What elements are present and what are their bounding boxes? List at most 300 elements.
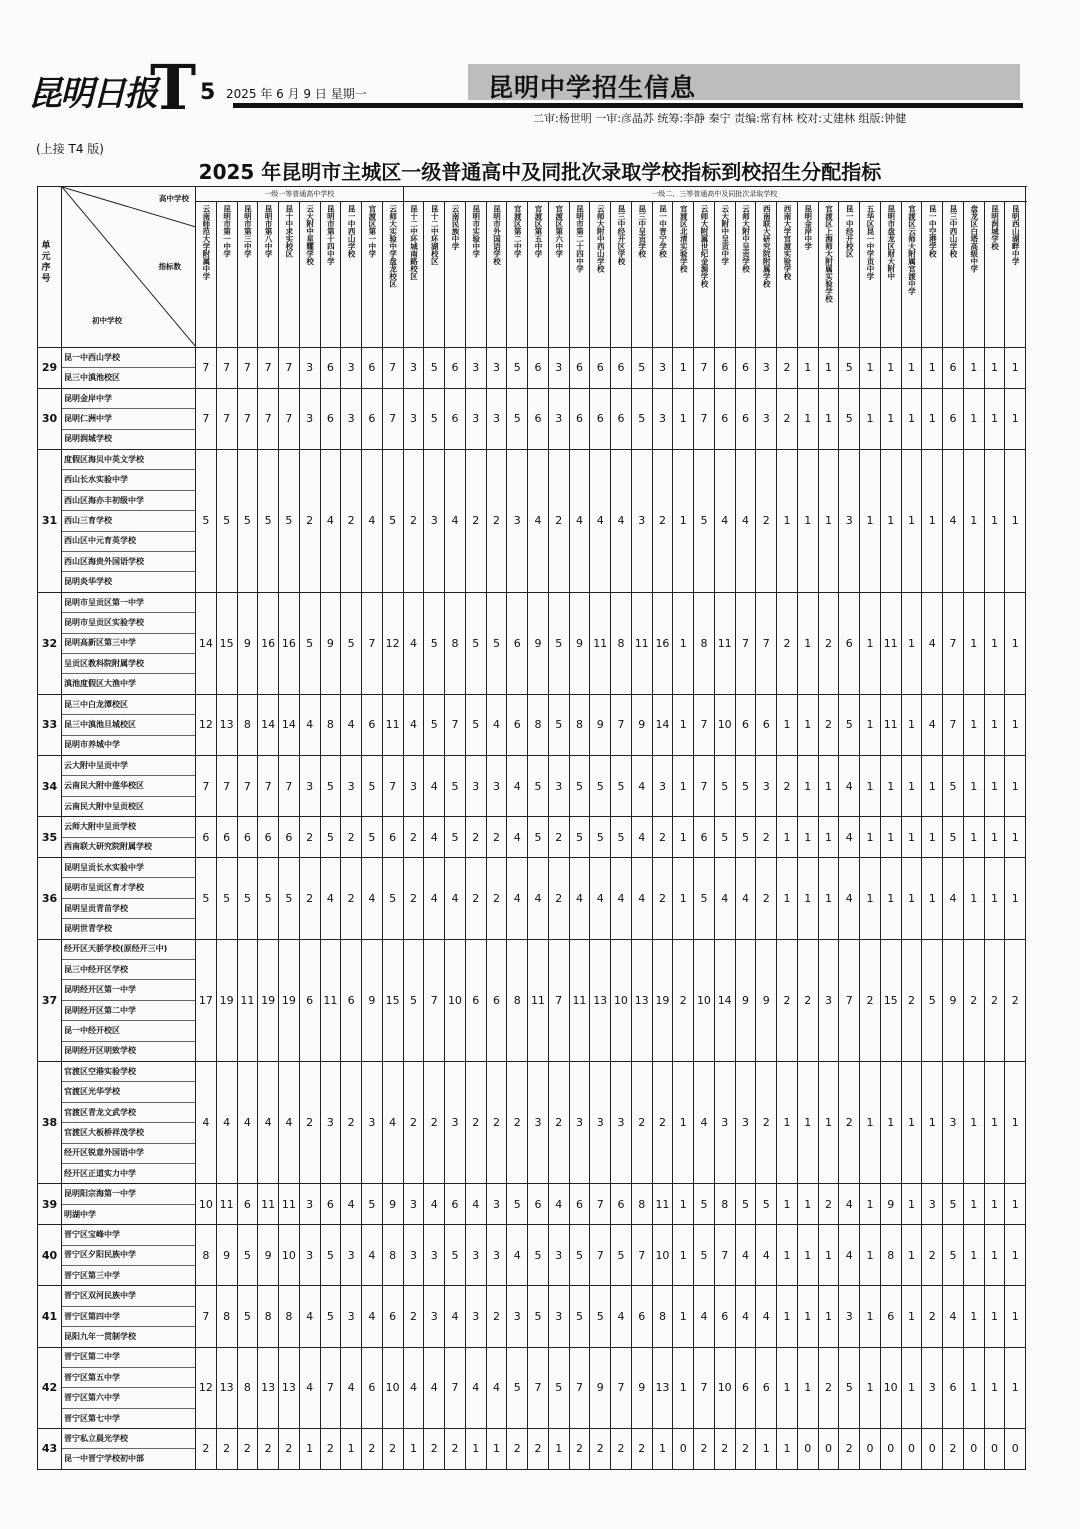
quota-cell: 4 bbox=[424, 1184, 445, 1225]
quota-cell: 10 bbox=[714, 694, 735, 755]
quota-cell: 4 bbox=[424, 755, 445, 816]
high-school-name: 昆明市第一中学 bbox=[222, 205, 232, 258]
quota-cell: 3 bbox=[486, 1184, 507, 1225]
junior-school-name: 晋宁区第四中学 bbox=[62, 1307, 195, 1327]
quota-cell: 5 bbox=[943, 755, 964, 816]
quota-cell: 19 bbox=[258, 939, 279, 1061]
quota-cell: 4 bbox=[631, 755, 652, 816]
quota-cell: 1 bbox=[797, 1347, 818, 1429]
quota-cell: 5 bbox=[216, 857, 237, 939]
quota-cell: 11 bbox=[590, 592, 611, 694]
quota-cell: 3 bbox=[465, 755, 486, 816]
high-school-name: 云南师范大学附属中学 bbox=[201, 205, 211, 280]
quota-cell: 2 bbox=[984, 939, 1005, 1061]
high-school-name: 昆明润城学校 bbox=[990, 205, 1000, 250]
quota-cell: 6 bbox=[528, 388, 549, 449]
quota-cell: 1 bbox=[777, 1184, 798, 1225]
quota-cell: 8 bbox=[880, 1225, 901, 1286]
quota-cell: 6 bbox=[943, 348, 964, 389]
high-school-name: 昆一中空港学校 bbox=[928, 205, 938, 258]
quota-cell: 5 bbox=[237, 857, 258, 939]
junior-school-name: 昆明市养城中学 bbox=[64, 740, 120, 750]
quota-cell: 1 bbox=[818, 755, 839, 816]
quota-cell: 4 bbox=[362, 449, 383, 592]
quota-cell: 6 bbox=[714, 1286, 735, 1347]
quota-cell: 7 bbox=[694, 348, 715, 389]
unit-number-header-label: 单元序号 bbox=[41, 241, 51, 284]
high-school-header bbox=[424, 202, 445, 348]
quota-cell: 10 bbox=[880, 1347, 901, 1429]
quota-cell: 7 bbox=[548, 939, 569, 1061]
quota-cell: 4 bbox=[839, 857, 860, 939]
junior-school-name: 滇池度假区大渔中学 bbox=[64, 679, 136, 689]
quota-cell: 2 bbox=[673, 939, 694, 1061]
quota-cell: 1 bbox=[984, 348, 1005, 389]
high-school-header bbox=[237, 202, 258, 348]
quota-cell: 1 bbox=[984, 694, 1005, 755]
quota-cell: 4 bbox=[362, 1286, 383, 1347]
quota-cell: 10 bbox=[714, 1347, 735, 1429]
quota-cell: 7 bbox=[237, 388, 258, 449]
quota-cell: 2 bbox=[963, 939, 984, 1061]
quota-cell: 9 bbox=[320, 592, 341, 694]
quota-cell: 3 bbox=[756, 348, 777, 389]
quota-cell: 6 bbox=[611, 348, 632, 389]
quota-cell: 6 bbox=[569, 388, 590, 449]
quota-cell: 7 bbox=[279, 388, 300, 449]
junior-school-list bbox=[62, 1347, 196, 1429]
quota-cell: 1 bbox=[1005, 694, 1026, 755]
quota-cell: 9 bbox=[631, 1347, 652, 1429]
quota-cell: 12 bbox=[382, 592, 403, 694]
quota-cell: 2 bbox=[777, 939, 798, 1061]
high-school-name: 官渡区第五中学 bbox=[533, 205, 543, 258]
junior-school-name: 昆明炎华学校 bbox=[64, 577, 112, 587]
table-row bbox=[38, 1286, 1026, 1347]
quota-cell: 6 bbox=[590, 348, 611, 389]
junior-school-list bbox=[62, 348, 196, 389]
quota-cell: 5 bbox=[237, 449, 258, 592]
quota-cell: 1 bbox=[777, 694, 798, 755]
quota-cell: 3 bbox=[320, 1061, 341, 1183]
junior-school-name: 西山长水实验中学 bbox=[62, 470, 195, 490]
quota-cell: 13 bbox=[279, 1347, 300, 1429]
quota-cell: 14 bbox=[279, 694, 300, 755]
quota-cell: 6 bbox=[507, 592, 528, 694]
quota-cell: 0 bbox=[818, 1429, 839, 1470]
quota-cell: 7 bbox=[424, 939, 445, 1061]
quota-cell: 4 bbox=[341, 1347, 362, 1429]
quota-cell: 6 bbox=[382, 817, 403, 858]
quota-cell: 5 bbox=[611, 1225, 632, 1286]
junior-school-name: 晋宁区第六中学 bbox=[62, 1388, 195, 1408]
quota-cell: 2 bbox=[818, 592, 839, 694]
quota-cell: 1 bbox=[777, 1286, 798, 1347]
quota-cell: 6 bbox=[735, 388, 756, 449]
unit-number: 43 bbox=[38, 1429, 62, 1470]
unit-number: 42 bbox=[38, 1347, 62, 1429]
quota-cell: 3 bbox=[756, 755, 777, 816]
junior-school-name: 昆明经开区明致学校 bbox=[64, 1046, 136, 1056]
quota-cell: 1 bbox=[984, 1286, 1005, 1347]
quota-cell: 2 bbox=[403, 1061, 424, 1183]
quota-cell: 4 bbox=[590, 449, 611, 592]
quota-cell: 12 bbox=[196, 694, 217, 755]
quota-cell: 3 bbox=[548, 755, 569, 816]
quota-cell: 6 bbox=[341, 939, 362, 1061]
quota-cell: 3 bbox=[569, 1061, 590, 1183]
quota-cell: 1 bbox=[963, 388, 984, 449]
quota-cell: 4 bbox=[611, 449, 632, 592]
quota-cell: 6 bbox=[362, 694, 383, 755]
quota-cell: 1 bbox=[984, 1061, 1005, 1183]
continued-note: (上接 T4 版) bbox=[36, 142, 104, 156]
quota-cell: 17 bbox=[196, 939, 217, 1061]
quota-cell: 3 bbox=[548, 1286, 569, 1347]
quota-cell: 16 bbox=[258, 592, 279, 694]
high-school-name: 昆一中经开校区 bbox=[845, 205, 855, 258]
quota-cell: 3 bbox=[465, 1225, 486, 1286]
junior-school-name: 晋宁区宝峰中学 bbox=[62, 1225, 195, 1245]
quota-cell: 3 bbox=[486, 1225, 507, 1286]
quota-cell: 14 bbox=[258, 694, 279, 755]
quota-cell: 1 bbox=[818, 348, 839, 389]
unit-number: 38 bbox=[38, 1061, 62, 1183]
quota-cell: 5 bbox=[839, 1347, 860, 1429]
quota-cell: 1 bbox=[673, 857, 694, 939]
quota-cell: 7 bbox=[445, 694, 466, 755]
quota-cell: 2 bbox=[548, 857, 569, 939]
quota-cell: 9 bbox=[943, 939, 964, 1061]
high-school-header bbox=[548, 202, 569, 348]
junior-school-name: 官渡区大板桥祥茂学校 bbox=[62, 1123, 195, 1143]
quota-cell: 1 bbox=[860, 592, 881, 694]
quota-cell: 6 bbox=[735, 348, 756, 389]
quota-cell: 5 bbox=[839, 348, 860, 389]
header-row-groups bbox=[38, 187, 1026, 202]
quota-cell: 7 bbox=[382, 388, 403, 449]
quota-cell: 1 bbox=[465, 1429, 486, 1470]
quota-cell: 10 bbox=[652, 1225, 673, 1286]
quota-cell: 2 bbox=[403, 1286, 424, 1347]
quota-cell: 2 bbox=[777, 348, 798, 389]
quota-cell: 1 bbox=[1005, 817, 1026, 858]
quota-cell: 5 bbox=[611, 755, 632, 816]
quota-cell: 5 bbox=[382, 449, 403, 592]
quota-cell: 1 bbox=[818, 1061, 839, 1183]
high-school-name: 昆一中西山学校 bbox=[347, 205, 357, 258]
quota-cell: 1 bbox=[860, 1347, 881, 1429]
quota-cell: 3 bbox=[486, 348, 507, 389]
quota-cell: 5 bbox=[382, 857, 403, 939]
quota-cell: 2 bbox=[735, 1429, 756, 1470]
quota-cell: 6 bbox=[216, 817, 237, 858]
quota-cell: 4 bbox=[943, 449, 964, 592]
quota-cell: 2 bbox=[382, 1429, 403, 1470]
quota-cell: 6 bbox=[943, 1347, 964, 1429]
quota-cell: 2 bbox=[341, 449, 362, 592]
quota-cell: 3 bbox=[299, 755, 320, 816]
unit-number: 36 bbox=[38, 857, 62, 939]
quota-cell: 13 bbox=[216, 1347, 237, 1429]
quota-cell: 1 bbox=[984, 1184, 1005, 1225]
junior-school-name: 昆三中经开区学校 bbox=[62, 960, 195, 980]
quota-cell: 1 bbox=[963, 694, 984, 755]
header-rule bbox=[233, 103, 1023, 108]
high-school-header bbox=[403, 202, 424, 348]
quota-cell: 2 bbox=[714, 1429, 735, 1470]
quota-cell: 2 bbox=[943, 1429, 964, 1470]
quota-cell: 1 bbox=[922, 857, 943, 939]
quota-cell: 7 bbox=[943, 694, 964, 755]
unit-number: 39 bbox=[38, 1184, 62, 1225]
junior-school-name: 昆三中滇池旦城校区 bbox=[62, 715, 195, 735]
quota-cell: 1 bbox=[922, 817, 943, 858]
quota-cell: 5 bbox=[362, 817, 383, 858]
high-school-header bbox=[299, 202, 320, 348]
high-school-name: 昆明市实验中学 bbox=[471, 205, 481, 258]
quota-cell: 6 bbox=[445, 1184, 466, 1225]
quota-cell: 1 bbox=[901, 694, 922, 755]
quota-cell: 3 bbox=[465, 388, 486, 449]
quota-cell: 5 bbox=[569, 1286, 590, 1347]
quota-cell: 2 bbox=[777, 592, 798, 694]
high-school-header bbox=[631, 202, 652, 348]
quota-cell: 4 bbox=[445, 1286, 466, 1347]
quota-cell: 3 bbox=[424, 1225, 445, 1286]
quota-cell: 6 bbox=[362, 1347, 383, 1429]
quota-cell: 2 bbox=[299, 1061, 320, 1183]
quota-cell: 19 bbox=[279, 939, 300, 1061]
editor-credits: 二审:杨世明 一审:彦晶苏 统筹:李静 秦宁 责编:常有林 校对:丈建林 组版:钟健 bbox=[533, 112, 907, 125]
quota-cell: 9 bbox=[590, 694, 611, 755]
quota-cell: 4 bbox=[507, 817, 528, 858]
quota-cell: 3 bbox=[341, 388, 362, 449]
quota-cell: 4 bbox=[611, 857, 632, 939]
quota-cell: 0 bbox=[797, 1429, 818, 1470]
quota-cell: 1 bbox=[797, 1061, 818, 1183]
table-row bbox=[38, 939, 1026, 1061]
junior-school-name: 昆明市呈贡区育才学校 bbox=[62, 878, 195, 898]
quota-cell: 6 bbox=[735, 694, 756, 755]
high-school-name: 云大附中呈贡中学 bbox=[720, 205, 730, 265]
quota-cell: 10 bbox=[611, 939, 632, 1061]
quota-cell: 3 bbox=[611, 1061, 632, 1183]
quota-cell: 1 bbox=[901, 755, 922, 816]
junior-school-name: 晋宁区第三中学 bbox=[64, 1270, 120, 1280]
quota-cell: 5 bbox=[299, 592, 320, 694]
junior-school-list bbox=[62, 388, 196, 449]
quota-cell: 7 bbox=[196, 1286, 217, 1347]
quota-cell: 1 bbox=[901, 857, 922, 939]
quota-cell: 9 bbox=[258, 1225, 279, 1286]
quota-cell: 1 bbox=[984, 592, 1005, 694]
high-school-name: 昆十二中环湖校区 bbox=[430, 205, 440, 265]
school-group-header: 一级一等普通高中学校 bbox=[196, 187, 404, 202]
junior-school-name: 昆明市呈贡区第一中学 bbox=[62, 593, 195, 613]
quota-cell: 3 bbox=[818, 939, 839, 1061]
quota-cell: 1 bbox=[673, 592, 694, 694]
quota-cell: 3 bbox=[943, 1061, 964, 1183]
quota-cell: 6 bbox=[445, 348, 466, 389]
quota-cell: 5 bbox=[569, 755, 590, 816]
quota-cell: 1 bbox=[901, 449, 922, 592]
junior-school-name: 西南联大研究院附属学校 bbox=[64, 842, 152, 852]
quota-cell: 2 bbox=[403, 817, 424, 858]
junior-school-name: 明湖中学 bbox=[64, 1209, 96, 1219]
quota-cell: 2 bbox=[465, 817, 486, 858]
quota-cell: 2 bbox=[341, 1061, 362, 1183]
quota-cell: 4 bbox=[943, 1286, 964, 1347]
quota-cell: 2 bbox=[320, 1429, 341, 1470]
quota-cell: 8 bbox=[382, 1225, 403, 1286]
quota-cell: 5 bbox=[445, 755, 466, 816]
quota-cell: 5 bbox=[735, 817, 756, 858]
quota-cell: 1 bbox=[797, 348, 818, 389]
quota-cell: 6 bbox=[362, 388, 383, 449]
quota-cell: 1 bbox=[984, 449, 1005, 592]
quota-cell: 1 bbox=[880, 348, 901, 389]
quota-cell: 1 bbox=[777, 449, 798, 592]
quota-cell: 5 bbox=[714, 755, 735, 816]
unit-number: 35 bbox=[38, 817, 62, 858]
quota-cell: 6 bbox=[486, 939, 507, 1061]
junior-school-name: 晋宁区第二中学 bbox=[62, 1348, 195, 1368]
quota-cell: 0 bbox=[901, 1429, 922, 1470]
quota-cell: 0 bbox=[963, 1429, 984, 1470]
high-school-header bbox=[963, 202, 984, 348]
quota-cell: 5 bbox=[424, 388, 445, 449]
quota-cell: 7 bbox=[320, 1347, 341, 1429]
quota-cell: 5 bbox=[735, 755, 756, 816]
quota-cell: 8 bbox=[258, 1286, 279, 1347]
quota-cell: 1 bbox=[901, 388, 922, 449]
quota-cell: 3 bbox=[341, 348, 362, 389]
high-school-header bbox=[569, 202, 590, 348]
quota-cell: 2 bbox=[465, 1061, 486, 1183]
quota-cell: 1 bbox=[922, 1061, 943, 1183]
quota-cell: 6 bbox=[445, 388, 466, 449]
high-school-header bbox=[673, 202, 694, 348]
quota-cell: 3 bbox=[341, 1286, 362, 1347]
junior-school-list bbox=[62, 817, 196, 858]
quota-cell: 8 bbox=[320, 694, 341, 755]
quota-cell: 5 bbox=[569, 817, 590, 858]
junior-school-name: 昆一中晋宁学校初中部 bbox=[64, 1454, 144, 1464]
quota-cell: 2 bbox=[445, 1429, 466, 1470]
quota-cell: 1 bbox=[963, 1225, 984, 1286]
quota-cell: 13 bbox=[258, 1347, 279, 1429]
quota-cell: 1 bbox=[341, 1429, 362, 1470]
quota-cell: 4 bbox=[507, 857, 528, 939]
quota-cell: 8 bbox=[652, 1286, 673, 1347]
high-school-name: 官渡区北清实验学校 bbox=[679, 205, 689, 273]
junior-school-name: 西山区中元育英学校 bbox=[62, 532, 195, 552]
quota-cell: 1 bbox=[673, 694, 694, 755]
junior-school-name: 昆明市呈贡区实验学校 bbox=[62, 613, 195, 633]
quota-cell: 7 bbox=[258, 755, 279, 816]
quota-cell: 2 bbox=[901, 939, 922, 1061]
quota-cell: 6 bbox=[839, 592, 860, 694]
quota-cell: 7 bbox=[258, 388, 279, 449]
quota-cell: 2 bbox=[777, 755, 798, 816]
quota-cell: 2 bbox=[652, 817, 673, 858]
high-school-name: 五华区昆一中学贡中学 bbox=[865, 205, 875, 280]
quota-cell: 9 bbox=[880, 1184, 901, 1225]
quota-cell: 1 bbox=[403, 1429, 424, 1470]
quota-cell: 1 bbox=[777, 857, 798, 939]
quota-cell: 1 bbox=[860, 1286, 881, 1347]
high-school-name: 昆三中呈贡学校 bbox=[637, 205, 647, 258]
quota-cell: 9 bbox=[756, 939, 777, 1061]
quota-cell: 11 bbox=[258, 1184, 279, 1225]
quota-cell: 8 bbox=[237, 694, 258, 755]
junior-school-name: 经开区锐意外国语中学 bbox=[62, 1144, 195, 1164]
high-school-header bbox=[735, 202, 756, 348]
quota-cell: 5 bbox=[258, 857, 279, 939]
quota-cell: 5 bbox=[569, 1225, 590, 1286]
quota-cell: 11 bbox=[569, 939, 590, 1061]
quota-cell: 2 bbox=[818, 694, 839, 755]
quota-cell: 2 bbox=[590, 1429, 611, 1470]
quota-cell: 2 bbox=[797, 939, 818, 1061]
high-school-header bbox=[943, 202, 964, 348]
quota-cell: 5 bbox=[445, 817, 466, 858]
table-row bbox=[38, 1347, 1026, 1429]
quota-cell: 4 bbox=[611, 1286, 632, 1347]
quota-cell: 2 bbox=[465, 449, 486, 592]
page-letter: T bbox=[150, 51, 197, 124]
quota-cell: 5 bbox=[694, 857, 715, 939]
quota-cell: 5 bbox=[445, 1225, 466, 1286]
quota-cell: 2 bbox=[237, 1429, 258, 1470]
table-row bbox=[38, 388, 1026, 449]
quota-cell: 2 bbox=[1005, 939, 1026, 1061]
high-school-header bbox=[714, 202, 735, 348]
quota-cell: 0 bbox=[922, 1429, 943, 1470]
quota-cell: 0 bbox=[860, 1429, 881, 1470]
quota-cell: 2 bbox=[465, 857, 486, 939]
unit-number: 41 bbox=[38, 1286, 62, 1347]
quota-cell: 1 bbox=[777, 1225, 798, 1286]
quota-cell: 13 bbox=[631, 939, 652, 1061]
quota-cell: 16 bbox=[279, 592, 300, 694]
quota-cell: 4 bbox=[299, 694, 320, 755]
quota-cell: 5 bbox=[528, 1225, 549, 1286]
unit-number: 40 bbox=[38, 1225, 62, 1286]
quota-cell: 1 bbox=[901, 1286, 922, 1347]
quota-cell: 1 bbox=[922, 755, 943, 816]
unit-number: 30 bbox=[38, 388, 62, 449]
quota-cell: 6 bbox=[756, 1347, 777, 1429]
junior-school-name: 云大附中呈贡中学 bbox=[62, 756, 195, 776]
quota-cell: 5 bbox=[320, 755, 341, 816]
quota-cell: 1 bbox=[673, 1225, 694, 1286]
quota-cell: 5 bbox=[943, 817, 964, 858]
quota-cell: 1 bbox=[860, 388, 881, 449]
table-row bbox=[38, 592, 1026, 694]
quota-cell: 7 bbox=[216, 755, 237, 816]
quota-cell: 1 bbox=[963, 857, 984, 939]
quota-cell: 2 bbox=[486, 449, 507, 592]
quota-cell: 1 bbox=[963, 1286, 984, 1347]
high-school-name: 昆明市盘龙区财大附中 bbox=[886, 205, 896, 280]
quota-cell: 4 bbox=[922, 694, 943, 755]
quota-cell: 4 bbox=[486, 1347, 507, 1429]
unit-number: 34 bbox=[38, 755, 62, 816]
quota-cell: 4 bbox=[320, 857, 341, 939]
high-school-header bbox=[694, 202, 715, 348]
